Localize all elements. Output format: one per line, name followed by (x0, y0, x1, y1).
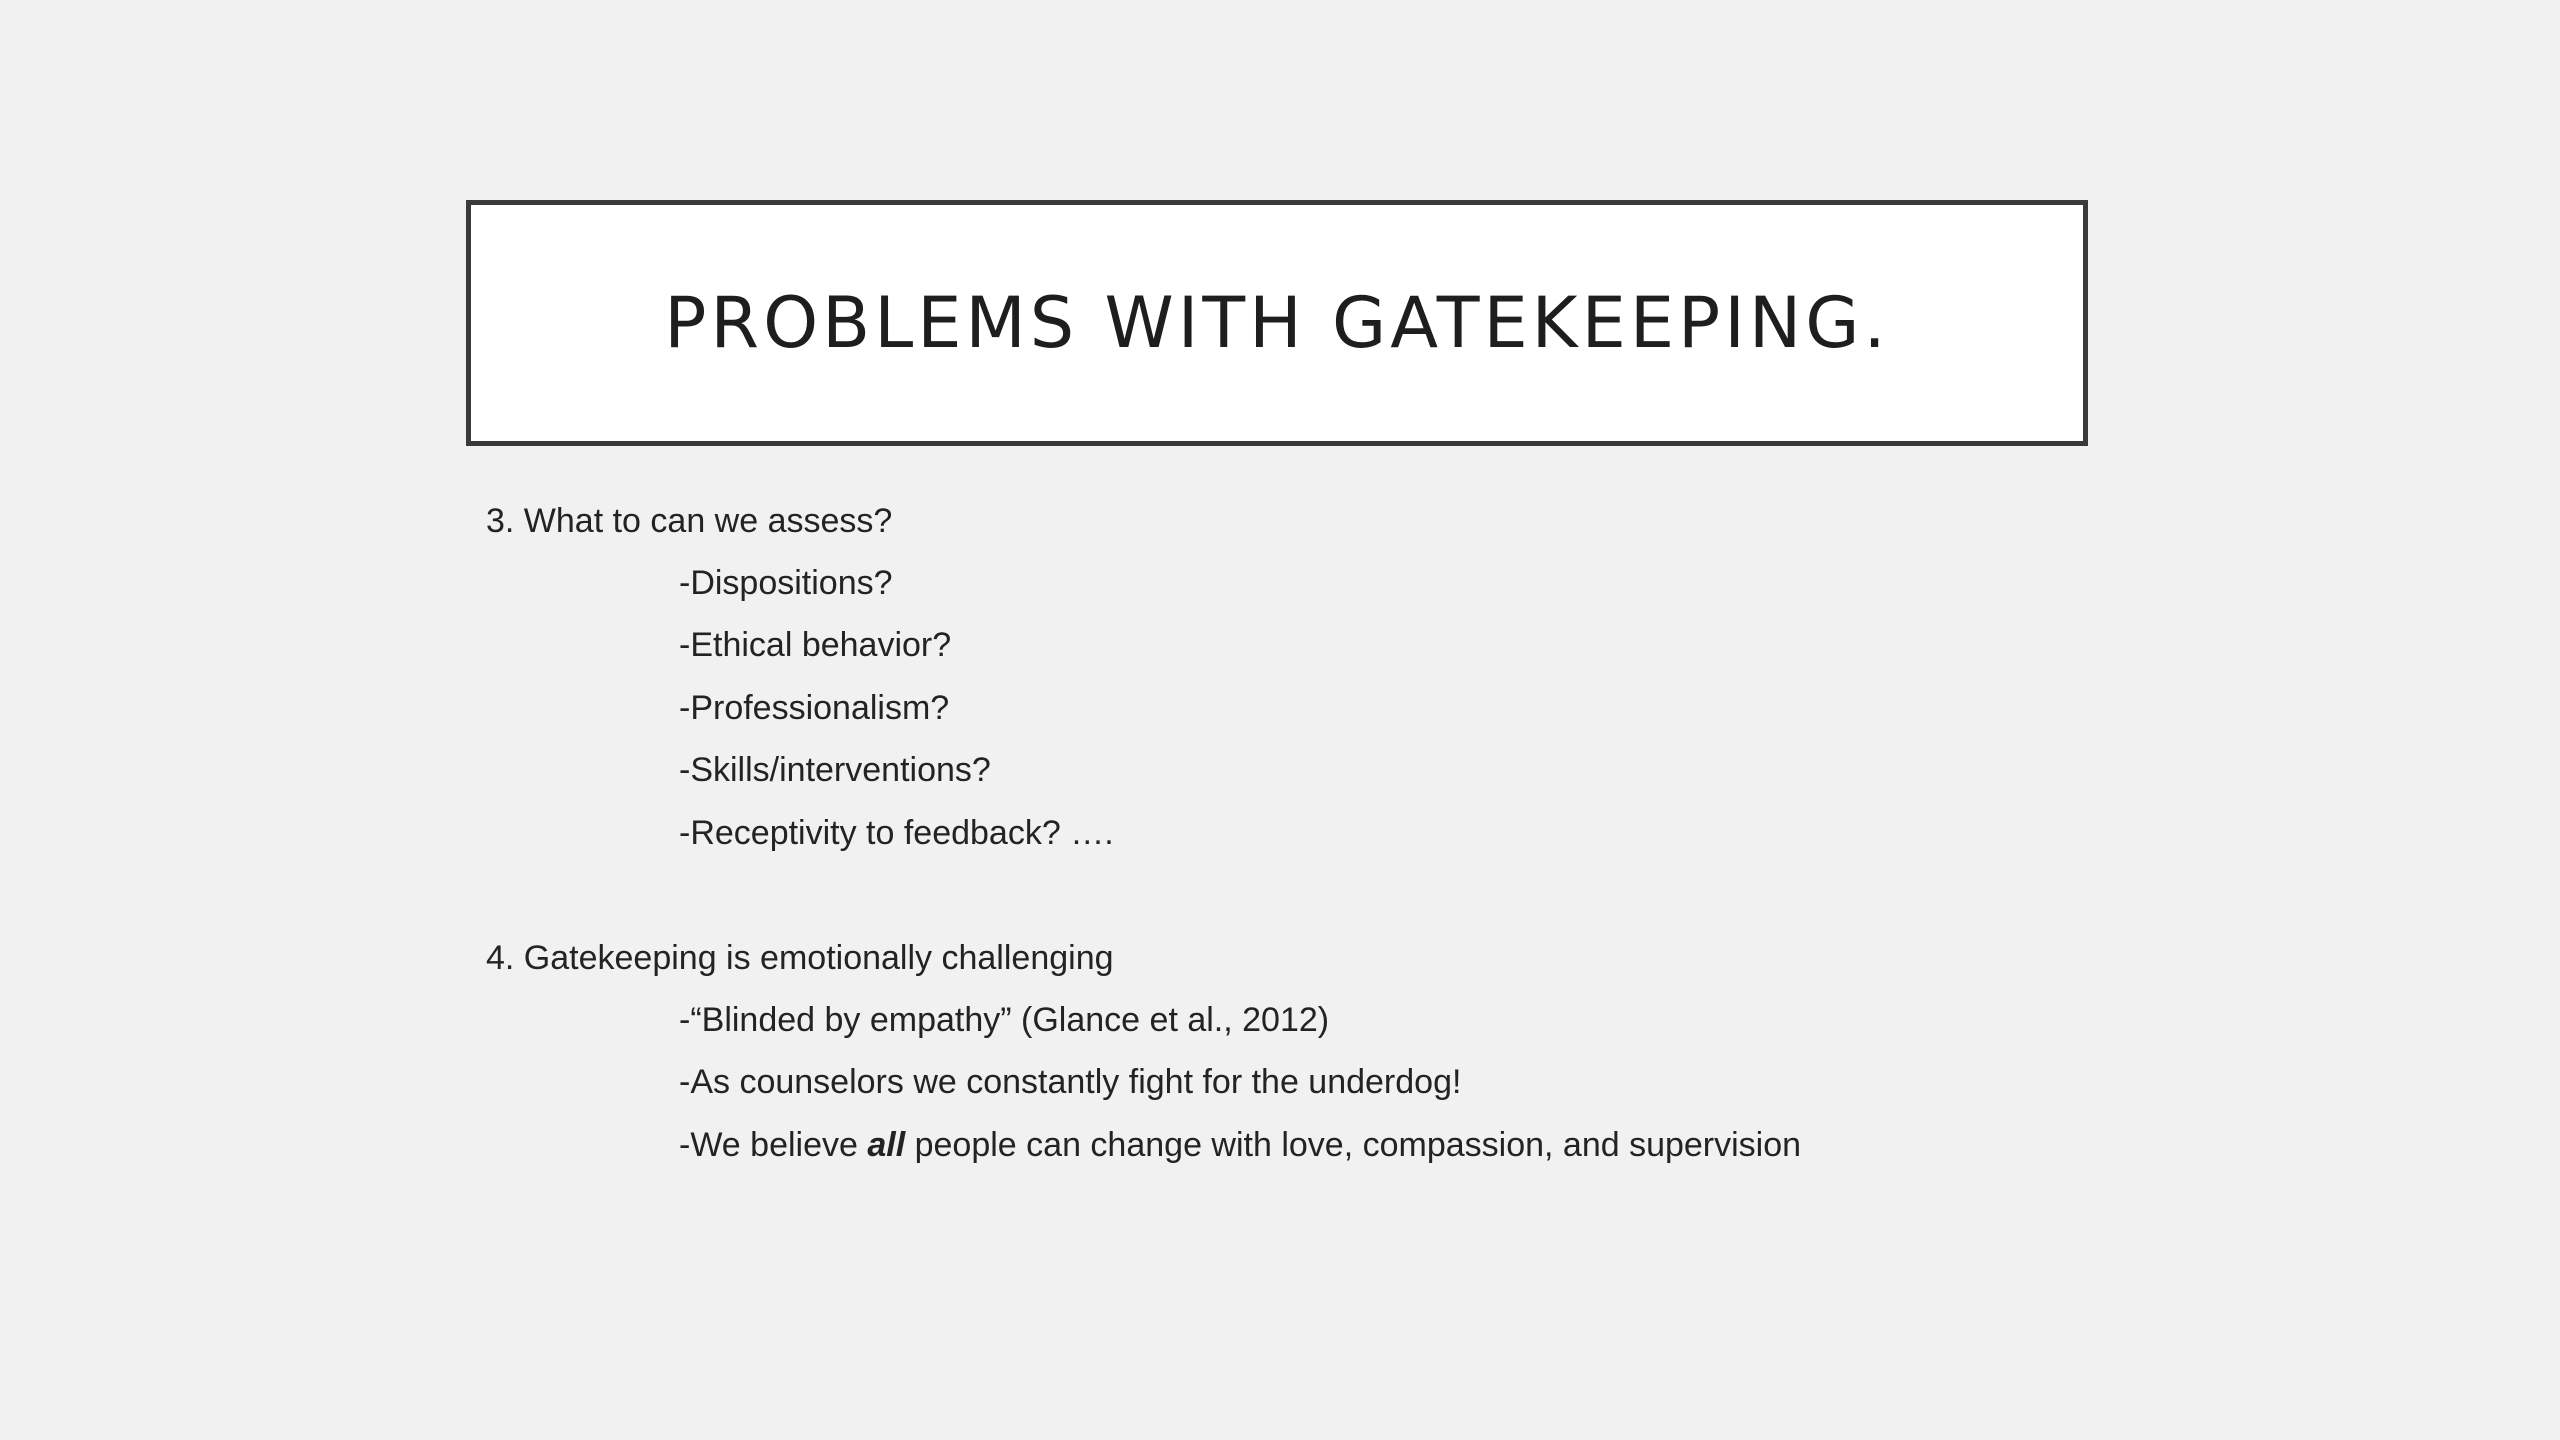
section-4-item: -“Blinded by empathy” (Glance et al., 2012) (679, 1001, 1330, 1039)
slide-title: PROBLEMS WITH GATEKEEPING. (664, 282, 1890, 364)
section-3-item: -Receptivity to feedback? …. (679, 814, 1114, 852)
item-prefix: -We believe (679, 1126, 868, 1164)
section-3-item: -Skills/interventions? (679, 751, 991, 789)
section-3-item: -Ethical behavior? (679, 626, 952, 664)
section-4-heading: 4. Gatekeeping is emotionally challenging (486, 939, 1114, 977)
section-4-item: -As counselors we constantly fight for the underdog! (679, 1063, 1462, 1101)
item-suffix: people can change with love, compassion, and supervision (905, 1126, 1802, 1164)
emphasis-word: all (867, 1126, 906, 1164)
section-3-item: -Dispositions? (679, 564, 893, 602)
section-4-item-last (679, 1125, 1801, 1165)
section-3-item: -Professionalism? (679, 689, 950, 727)
title-box (466, 200, 2088, 446)
section-3-heading: 3. What to can we assess? (486, 502, 893, 540)
